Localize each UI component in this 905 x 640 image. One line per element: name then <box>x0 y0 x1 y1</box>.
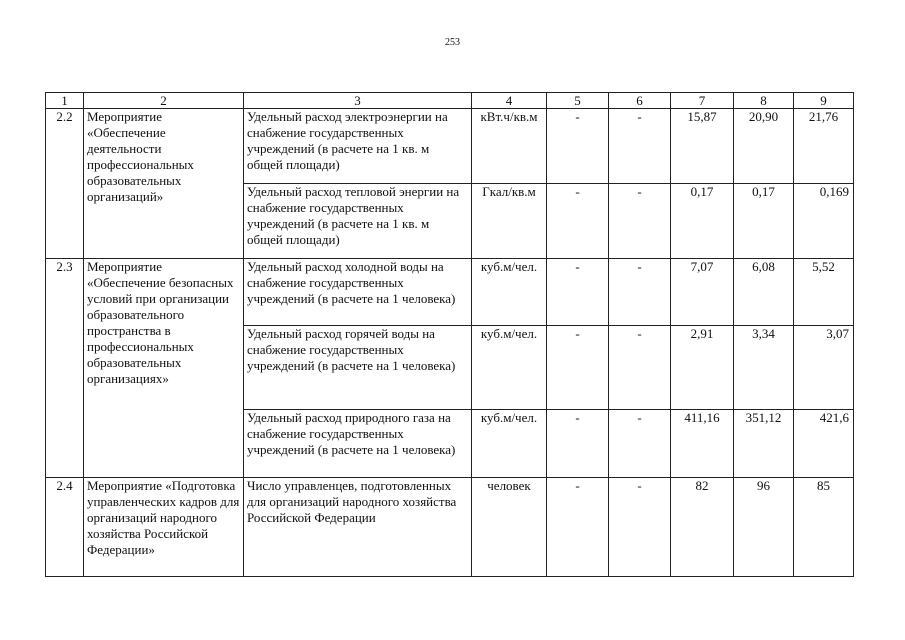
value-col9: 421,6 <box>794 410 854 478</box>
value-col8: 0,17 <box>734 184 794 259</box>
row-number: 2.3 <box>46 259 84 478</box>
indicator-name: Удельный расход холодной воды на снабжение государственных учреждений (в расчете на 1 человека) <box>244 259 472 326</box>
value-col5: - <box>547 259 609 326</box>
value-col7: 15,87 <box>671 109 734 184</box>
indicator-unit: человек <box>472 478 547 577</box>
value-col8: 351,12 <box>734 410 794 478</box>
indicator-unit: куб.м/чел. <box>472 410 547 478</box>
event-name: Мероприятие «Подготовка управленческих кадров для организаций народного хозяйства Российской Федерации» <box>84 478 244 577</box>
value-col9: 21,76 <box>794 109 854 184</box>
header-cell: 2 <box>84 93 244 109</box>
value-col7: 0,17 <box>671 184 734 259</box>
value-col6: - <box>609 478 671 577</box>
indicator-name: Удельный расход природного газа на снабжение государственных учреждений (в расчете на 1 человека) <box>244 410 472 478</box>
value-col9: 5,52 <box>794 259 854 326</box>
value-col6: - <box>609 326 671 410</box>
value-col8: 6,08 <box>734 259 794 326</box>
value-col5: - <box>547 109 609 184</box>
value-col5: - <box>547 478 609 577</box>
value-col9: 3,07 <box>794 326 854 410</box>
header-cell: 7 <box>671 93 734 109</box>
value-col7: 2,91 <box>671 326 734 410</box>
value-col9: 85 <box>794 478 854 577</box>
value-col5: - <box>547 410 609 478</box>
value-col8: 96 <box>734 478 794 577</box>
indicator-name: Удельный расход горячей воды на снабжение государственных учреждений (в расчете на 1 человека) <box>244 326 472 410</box>
value-col6: - <box>609 184 671 259</box>
table-header-row <box>46 93 854 109</box>
indicator-unit: куб.м/чел. <box>472 326 547 410</box>
event-name: Мероприятие «Обеспечение безопасных условий при организации образовательного пространства в профессиональных образовательных организациях» <box>84 259 244 478</box>
indicator-unit: куб.м/чел. <box>472 259 547 326</box>
header-cell: 5 <box>547 93 609 109</box>
indicator-unit: кВт.ч/кв.м <box>472 109 547 184</box>
header-cell: 9 <box>794 93 854 109</box>
header-cell: 3 <box>244 93 472 109</box>
value-col5: - <box>547 326 609 410</box>
value-col7: 82 <box>671 478 734 577</box>
indicator-name: Удельный расход электроэнергии на снабжение государственных учреждений (в расчете на 1 кв. м общей площади) <box>244 109 472 184</box>
table-row <box>46 109 854 184</box>
row-number: 2.4 <box>46 478 84 577</box>
value-col8: 20,90 <box>734 109 794 184</box>
indicator-name: Удельный расход тепловой энергии на снабжение государственных учреждений (в расчете на 1 кв. м общей площади) <box>244 184 472 259</box>
value-col6: - <box>609 259 671 326</box>
event-name: Мероприятие «Обеспечение деятельности профессиональных образовательных организаций» <box>84 109 244 259</box>
value-col6: - <box>609 410 671 478</box>
header-cell: 6 <box>609 93 671 109</box>
page-number: 253 <box>445 37 460 48</box>
row-number: 2.2 <box>46 109 84 259</box>
header-cell: 4 <box>472 93 547 109</box>
table-row <box>46 478 854 577</box>
indicators-table <box>45 92 854 577</box>
header-cell: 8 <box>734 93 794 109</box>
value-col6: - <box>609 109 671 184</box>
value-col7: 411,16 <box>671 410 734 478</box>
value-col7: 7,07 <box>671 259 734 326</box>
indicator-unit: Гкал/кв.м <box>472 184 547 259</box>
value-col5: - <box>547 184 609 259</box>
value-col8: 3,34 <box>734 326 794 410</box>
value-col9: 0,169 <box>794 184 854 259</box>
header-cell: 1 <box>46 93 84 109</box>
table-row <box>46 259 854 326</box>
indicator-name: Число управленцев, подготовленных для организаций народного хозяйства Российской Федерации <box>244 478 472 577</box>
